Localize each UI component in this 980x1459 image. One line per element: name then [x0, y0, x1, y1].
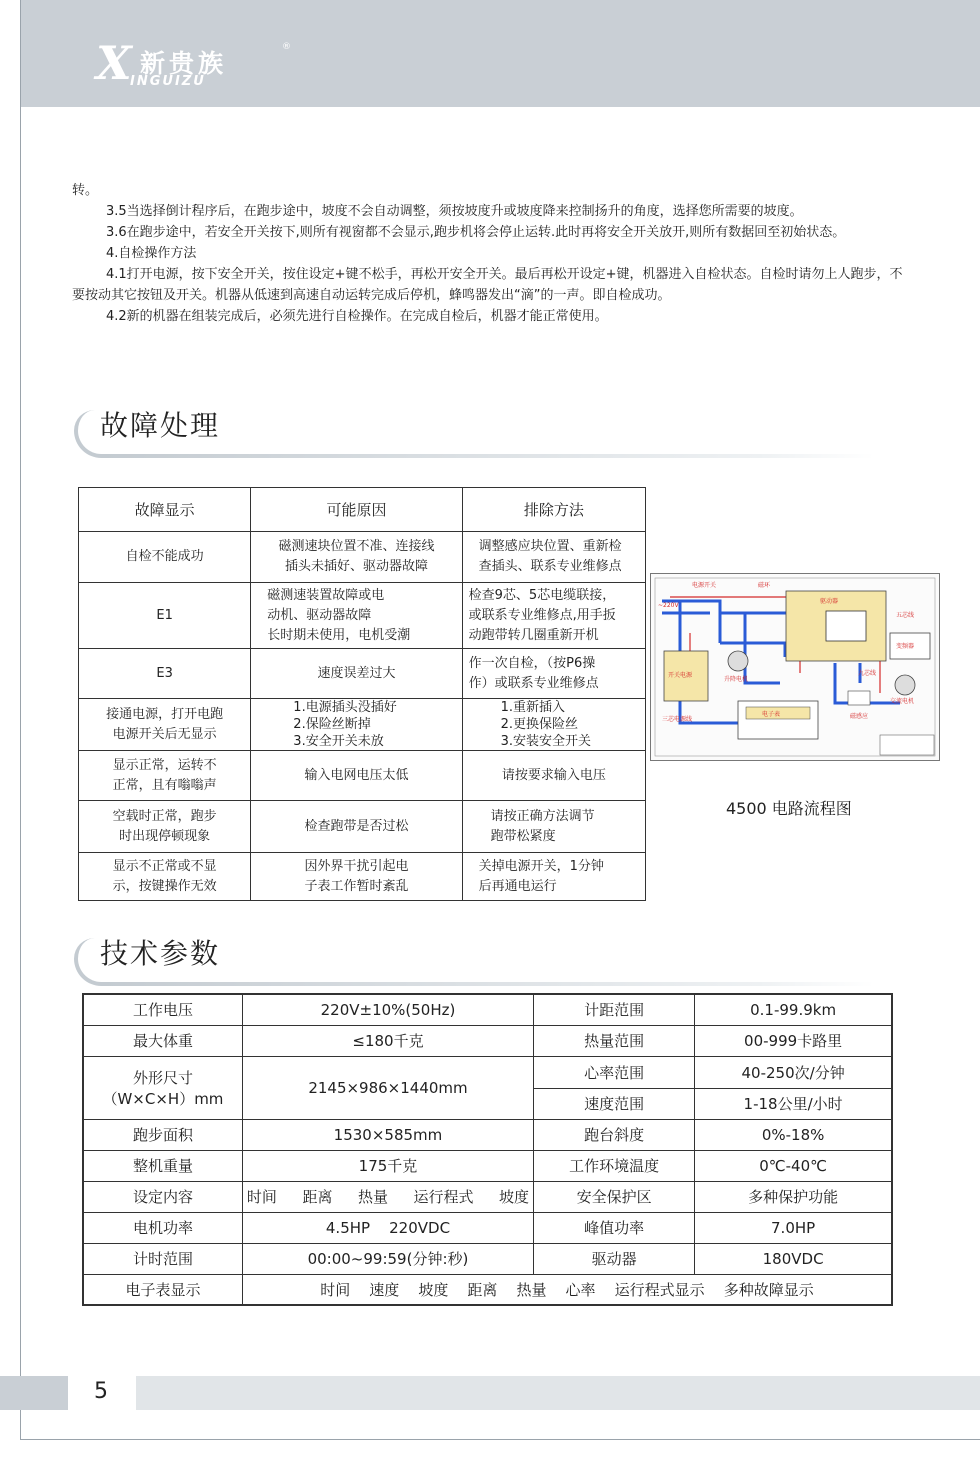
symptom-text: 接通电源，打开电跑	[106, 706, 224, 722]
logo-initial: X	[96, 36, 130, 90]
spec-value: 40-250次/分钟	[695, 1056, 892, 1088]
spec-key: 工作环境温度	[534, 1150, 695, 1181]
column-header: 排除方法	[462, 488, 645, 532]
cause-text: 1.电源插头没插好	[293, 700, 397, 715]
spec-key: 电子表显示	[83, 1274, 242, 1305]
spec-value: 220V±10%(50Hz)	[242, 994, 533, 1025]
fix-text: 后再通电运行	[478, 878, 557, 894]
table-row	[79, 649, 646, 699]
lift-motor-symbol	[728, 651, 748, 671]
fix-text: 请按要求输入电压	[501, 767, 606, 783]
heading-underline	[104, 982, 874, 986]
page-frame-left	[20, 0, 21, 1440]
spec-key: 安全保护区	[534, 1181, 695, 1212]
driver-display	[826, 611, 866, 641]
logo-registered-mark: ®	[282, 42, 291, 52]
spec-key-line: （W×C×H）mm	[102, 1089, 224, 1108]
label-filter: 磁环	[758, 582, 771, 589]
label-nine-core: 九芯线	[858, 670, 877, 677]
label-switch-power: 开关电源	[668, 672, 693, 679]
table-row	[83, 1150, 892, 1181]
table-row	[79, 532, 646, 583]
spec-value: 1530×585mm	[242, 1119, 533, 1150]
table-row	[83, 994, 892, 1025]
label-three-core: 三芯电源线	[662, 716, 693, 723]
intro-text	[72, 180, 908, 327]
footer-band-right	[136, 1376, 980, 1410]
title-block	[880, 735, 934, 755]
fix-text: 作一次自检，（按P6操	[468, 655, 596, 671]
cause-text: 输入电网电压太低	[304, 767, 409, 783]
fault-table	[78, 487, 646, 901]
fix-text: 动跑带转几圈重新开机	[468, 627, 599, 643]
column-header: 故障显示	[79, 488, 251, 532]
spec-section-title: 技术参数	[100, 937, 221, 970]
spec-value: 4.5HP 220VDC	[242, 1212, 533, 1243]
spec-value: 0%-18%	[695, 1119, 892, 1150]
fix-text: 关掉电源开关，1分钟	[478, 858, 604, 874]
spec-value: 7.0HP	[695, 1212, 892, 1243]
page-number: 5	[94, 1379, 108, 1404]
cause-text: 3.安全开关未放	[293, 734, 384, 749]
spec-key: 计时范围	[83, 1243, 242, 1274]
table-row	[83, 1274, 892, 1305]
spec-key: 速度范围	[534, 1088, 695, 1119]
table-row	[83, 1025, 892, 1056]
table-row	[83, 1181, 892, 1212]
label-console: 电子表	[762, 711, 781, 718]
spec-value: 1-18公里/小时	[695, 1088, 892, 1119]
spec-table	[82, 993, 893, 1306]
cause-text: 因外界干扰引起电	[304, 858, 409, 874]
fix-text: 2.更换保险丝	[500, 717, 579, 732]
table-header-row	[79, 488, 646, 532]
label-power-switch: 电源开关	[692, 582, 717, 589]
spec-value: 0.1-99.9km	[695, 994, 892, 1025]
spec-value: 175千克	[242, 1150, 533, 1181]
table-row	[83, 1056, 892, 1088]
label-220v: ~220V	[658, 602, 679, 609]
table-row	[79, 751, 646, 801]
spec-key: 跑台斜度	[534, 1119, 695, 1150]
spec-key: 工作电压	[83, 994, 242, 1025]
fault-section-title: 故障处理	[100, 409, 221, 442]
cause-text: 检查跑带是否过松	[304, 818, 409, 834]
spec-key: 心率范围	[534, 1056, 695, 1088]
label-sensor: 磁感应	[850, 713, 869, 720]
fix-text: 1.重新插入	[500, 700, 566, 715]
column-header: 可能原因	[251, 488, 462, 532]
spec-value: 180VDC	[695, 1243, 892, 1274]
spec-key: 设定内容	[83, 1181, 242, 1212]
table-row	[79, 699, 646, 751]
symptom-text: E1	[156, 607, 173, 623]
fix-text: 3.安装安全开关	[500, 734, 592, 749]
fix-text: 作）或联系专业维修点	[468, 675, 599, 691]
intro-line: 4.自检操作方法	[106, 246, 197, 261]
symptom-text: 正常，且有嗡嗡声	[112, 777, 217, 793]
fix-text: 检查9芯、5芯电缆联接，	[468, 587, 616, 603]
spec-value: 00-999卡路里	[695, 1025, 892, 1056]
spec-value: 时间 距离 热量 运行程式 坡度	[242, 1181, 533, 1212]
console-box	[738, 701, 818, 739]
fix-text: 查插头、联系专业维修点	[478, 559, 622, 574]
heading-underline	[104, 454, 874, 458]
label-driver: 驱动器	[820, 598, 839, 605]
spec-value: ≤180千克	[242, 1025, 533, 1056]
label-lift-motor: 升降电机	[724, 676, 749, 683]
intro-line: 3.5当选择倒计程序后，在跑步途中，坡度不会自动调整，须按坡度升或坡度降来控制扬升的角度，选择您所需要的坡度。	[106, 204, 803, 219]
spec-key	[83, 1056, 242, 1119]
logo-en-name: INGUIZU	[130, 74, 206, 89]
symptom-text: 空载时正常，跑步	[112, 808, 217, 824]
spec-key-line: 外形尺寸	[132, 1068, 193, 1087]
symptom-text: 显示不正常或不显	[112, 858, 217, 874]
intro-line: 4.2新的机器在组装完成后，必须先进行自检操作。在完成自检后，机器才能正常使用。	[106, 309, 608, 324]
spec-key: 驱动器	[534, 1243, 695, 1274]
table-row	[83, 1243, 892, 1274]
footer-band-left	[0, 1376, 68, 1410]
spec-value: 多种保护功能	[695, 1181, 892, 1212]
table-row	[83, 1119, 892, 1150]
spec-value: 2145×986×1440mm	[242, 1056, 533, 1119]
spec-value: 0℃-40℃	[695, 1150, 892, 1181]
fix-text: 或联系专业维修点,用手扳	[468, 607, 616, 623]
cause-text: 磁测速装置故障或电	[267, 587, 385, 603]
symptom-text: 电源开关后无显示	[112, 726, 217, 742]
fault-section-heading	[74, 404, 874, 458]
symptom-text: 时出现停顿现象	[119, 828, 211, 844]
fix-text: 请按正确方法调节	[490, 808, 595, 824]
ac-motor-symbol	[895, 675, 915, 695]
spec-key: 整机重量	[83, 1150, 242, 1181]
spec-value: 00:00~99:59(分钟:秒)	[242, 1243, 533, 1274]
intro-line: 3.6在跑步途中，若安全开关按下,则所有视窗都不会显示,跑步机将会停止运转.此时再将安全开关放开,则所有数据回至初始状态。	[106, 225, 846, 240]
circuit-diagram	[650, 573, 940, 761]
table-row	[79, 853, 646, 901]
cause-text: 磁测速块位置不准、连接线	[278, 539, 435, 554]
sensor-box	[848, 691, 870, 705]
symptom-text: 自检不能成功	[125, 549, 204, 564]
page-frame-bottom	[20, 1439, 980, 1440]
label-ac-motor: 交流电机	[890, 698, 915, 705]
table-row	[79, 583, 646, 649]
fix-text: 调整感应块位置、重新检	[478, 539, 622, 554]
spec-key: 最大体重	[83, 1025, 242, 1056]
cause-text: 速度误差过大	[317, 665, 396, 681]
table-row	[83, 1212, 892, 1243]
cause-text: 长时期未使用，电机受潮	[267, 627, 411, 643]
spec-key: 电机功率	[83, 1212, 242, 1243]
logo-cn-name: 新贵族	[140, 49, 228, 78]
cause-text: 动机、驱动器故障	[267, 607, 372, 623]
label-five-core: 五芯线	[896, 612, 915, 619]
symptom-text: E3	[156, 665, 173, 681]
spec-key: 热量范围	[534, 1025, 695, 1056]
table-row	[79, 801, 646, 853]
brand-logo	[96, 36, 306, 90]
spec-key: 计距范围	[534, 994, 695, 1025]
spec-key: 峰值功率	[534, 1212, 695, 1243]
symptom-text: 显示正常，运转不	[112, 757, 217, 773]
intro-line: 4.1打开电源，按下安全开关，按住设定+键不松手，再松开安全开关。最后再松开设定+键，机器进入自检状态。自检时请勿上人跑步，不要按动其它按钮及开关。机器从低速到高速自动运转完成后停机，蜂鸣器发出“滴”的一声。即自检成功。	[72, 267, 903, 303]
cause-text: 插头未插好、驱动器故障	[284, 559, 428, 574]
spec-value: 时间 速度 坡度 距离 热量 心率 运行程式显示 多种故障显示	[242, 1274, 892, 1305]
fix-text: 跑带松紧度	[490, 828, 556, 844]
cause-text: 2.保险丝断掉	[293, 717, 371, 732]
spec-section-heading	[74, 932, 874, 986]
spec-key: 跑步面积	[83, 1119, 242, 1150]
label-transformer: 变频器	[896, 643, 915, 650]
intro-line: 转。	[72, 183, 99, 198]
cause-text: 子表工作暂时紊乱	[304, 878, 409, 894]
diagram-caption: 4500 电路流程图	[726, 799, 852, 818]
symptom-text: 示，按键操作无效	[112, 878, 217, 894]
